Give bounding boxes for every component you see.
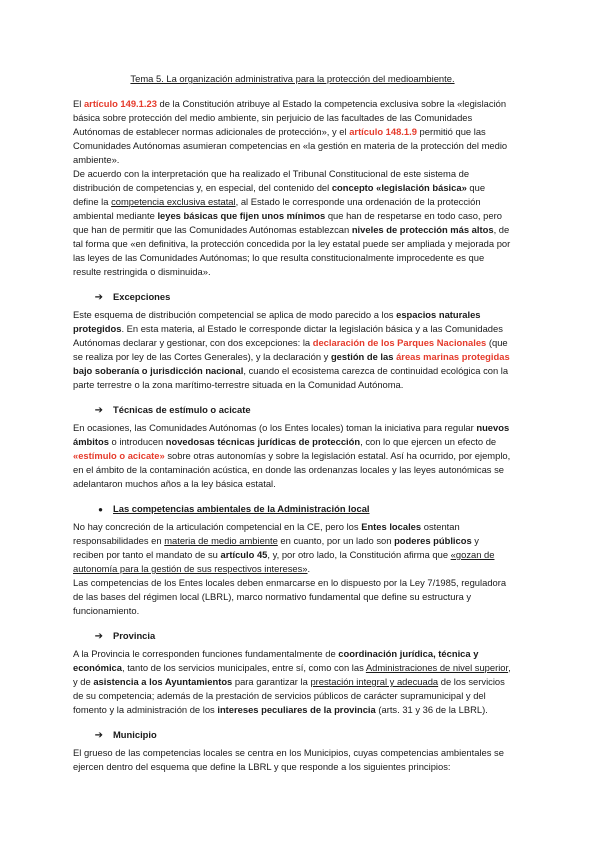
excepciones-paragraph: Este esquema de distribución competencial se aplica de modo parecido a los espacios naturales protegidos. En esta materia, al Estado le corresponde dictar la legislación básica y a las Comunidades Autónomas declarar y gestionar, con dos excepciones: la declaración de los Parques Nacionales (que se realiza por ley de las Cortes Generales), y la declaración y gestión de las áreas marinas protegidas bajo soberanía o jurisdicción nacional, cuando el ecosistema carezca de continuidad ecológica con la parte terrestre o la zona marítimo-terrestre situada en la Comunidad Autónoma. bbox=[73, 309, 510, 390]
heading-excepciones: ➔ Excepciones bbox=[73, 290, 512, 305]
heading-competencias-locales: ● Las competencias ambientales de la Administración local bbox=[73, 502, 512, 517]
heading-municipio: ➔ Municipio bbox=[73, 728, 512, 743]
arrow-icon: ➔ bbox=[94, 631, 103, 642]
competencias-paragraph-1: No hay concreción de la articulación competencial en la CE, pero los Entes locales ostentan responsabilidades en materia de medio ambiente en cuanto, por un lado son poderes públicos y reciben por tanto el mandato de su artículo 45, y, por otro lado, la Constitución afirma que «gozan de autonomía para la gestión de sus respectivos intereses». bbox=[73, 521, 495, 574]
provincia-paragraph: A la Provincia le corresponden funciones fundamentalmente de coordinación jurídica, técnica y económica, tanto de los servicios municipales, entre sí, como con las Administraciones de nivel superior, y de asistencia a los Ayuntamientos para garantizar la prestación integral y adecuada de los servicios de su competencia; además de la prestación de servicios públicos de carácter supramunicipal y del fomento y la administración de los intereses peculiares de la provincia (arts. 31 y 36 de la LBRL). bbox=[73, 648, 511, 715]
municipio-paragraph: El grueso de las competencias locales se centra en los Municipios, cuyas competencias ambientales se ejercen dentro del esquema que define la LBRL y que responde a los siguientes principios: bbox=[73, 747, 504, 772]
competencias-paragraph-2: Las competencias de los Entes locales deben enmarcarse en lo dispuesto por la Ley 7/1985, reguladora de las bases del régimen local (LBRL), marco normativo fundamental que define su estructura y funcionamiento. bbox=[73, 577, 507, 616]
arrow-icon: ➔ bbox=[94, 730, 103, 741]
heading-tecnicas: ➔ Técnicas de estímulo o acicate bbox=[73, 403, 512, 418]
intro-paragraph-2: De acuerdo con la interpretación que ha realizado el Tribunal Constitucional de este sistema de distribución de competencias y, en especial, del contenido del concepto «legislación básica» que define la competencia exclusiva estatal, al Estado le corresponde una ordenación de la protección ambiental mediante leyes básicas que fijen unos mínimos que han de respetarse en todo caso, pero que han de permitir que las Comunidades Autónomas establezcan niveles de protección más altos, de tal forma que «en definitiva, la protección concedida por la ley estatal puede ser ampliada y mejorada por las leyes de las Comunidades Autónomas; lo que resulta constitucionalmente improcedente es que resulte restringida o disminuida». bbox=[73, 168, 511, 277]
arrow-icon: ➔ bbox=[94, 292, 103, 303]
bullet-icon: ● bbox=[98, 505, 103, 514]
article-149-reference: artículo 149.1.23 bbox=[83, 98, 157, 109]
tecnicas-paragraph: En ocasiones, las Comunidades Autónomas (o los Entes locales) toman la iniciativa para regular nuevos ámbitos o introducen novedosas técnicas jurídicas de protección, con lo que ejercen un efecto de «estímulo o acicate» sobre otras autonomías y sobre la legislación estatal. Así ha ocurrido, por ejemplo, en el ámbito de la contaminación acústica, en donde las ordenanzas locales y las leyes autonómicas se adelantaron muchos años a la ley básica estatal. bbox=[73, 422, 511, 489]
arrow-icon: ➔ bbox=[94, 405, 103, 416]
intro-paragraph-1: El artículo 149.1.23 de la Constitución atribuye al Estado la competencia exclusiva sobre la «legislación básica sobre protección del medio ambiente, sin perjuicio de las facultades de las Comunidades Autónomas de establecer normas adicionales de protección», y el artículo 148.1.9 permitió que las Comunidades Autónomas asumieran competencias en «la gestión en materia de la protección del medio ambiente». bbox=[73, 98, 508, 165]
heading-provincia: ➔ Provincia bbox=[73, 629, 512, 644]
page-title: Tema 5. La organización administrativa para la protección del medioambiente. bbox=[130, 73, 455, 84]
article-148-reference: artículo 148.1.9 bbox=[349, 126, 417, 137]
